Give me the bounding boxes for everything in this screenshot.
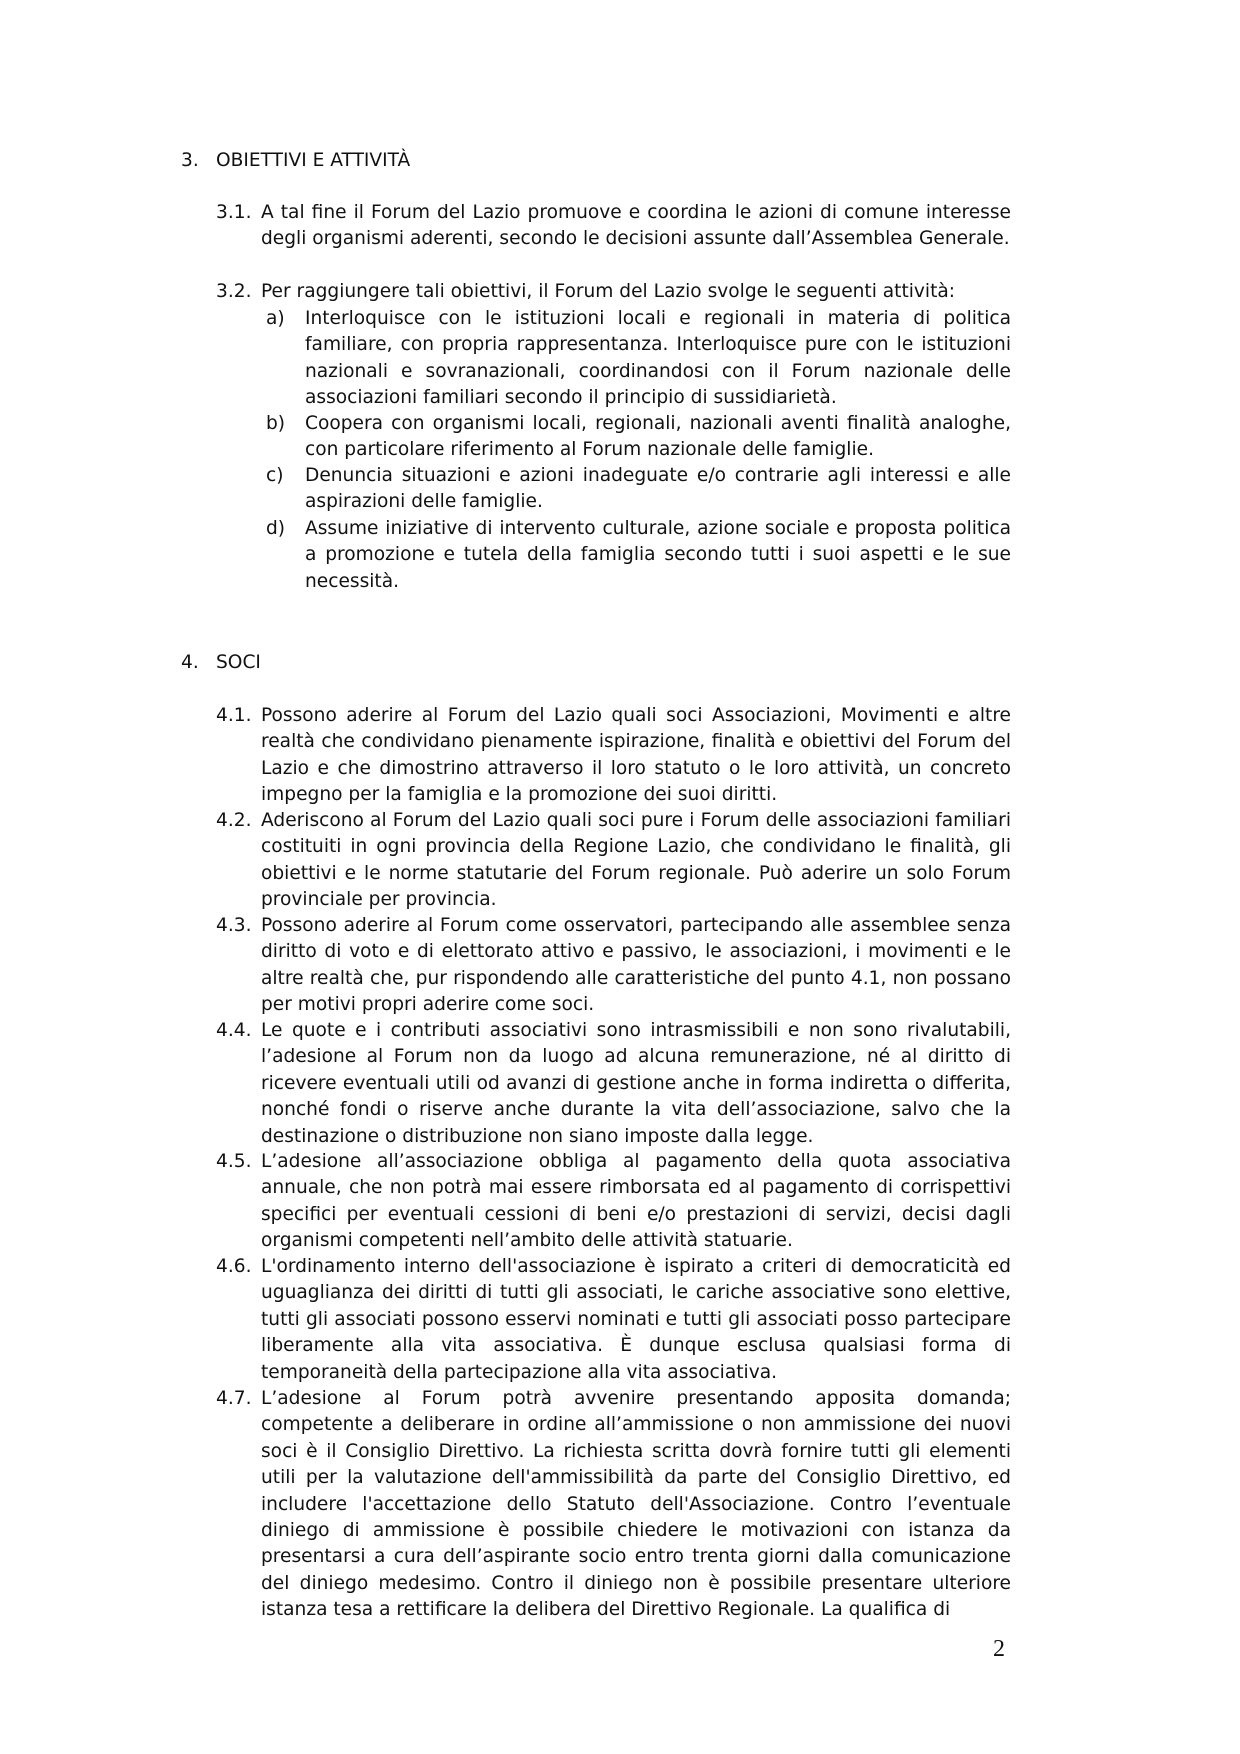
list-marker: c) xyxy=(266,465,284,486)
paragraph-text: L'ordinamento interno dell'associazione è ispirato a criteri di democraticità ed uguaglianza dei diritti di tutti gli associati, le cariche associative sono elettive, tutti gli associati possono esservi nominati e tutti gli associati posso partecipare liberamente alla vita associativa. È dunque esclusa qualsiasi forma di temporaneità della partecipazione alla vita associativa. xyxy=(261,1256,1011,1383)
list-item-text: Assume iniziative di intervento culturale, azione sociale e proposta politica a promozione e tutela della famiglia secondo tutti i suoi aspetti e le sue necessità. xyxy=(305,518,1011,592)
page-number: 2 xyxy=(993,1636,1005,1662)
list-item-a xyxy=(266,306,1011,412)
paragraph-number: 4.4. xyxy=(216,1020,252,1041)
paragraph-text: L’adesione all’associazione obbliga al pagamento della quota associativa annuale, che non potrà mai essere rimborsata ed al pagamento di corrispettivi specifici per eventuali cessioni di beni e/o prestazioni di servizi, decisi dagli organismi competenti nell’ambito delle attività statuarie. xyxy=(261,1151,1011,1252)
list-item-text: Denuncia situazioni e azioni inadeguate e/o contrarie agli interessi e alle aspirazioni delle famiglie. xyxy=(305,465,1011,513)
paragraph-text: Possono aderire al Forum del Lazio quali soci Associazioni, Movimenti e altre realtà che condividano pienamente ispirazione, finalità e obiettivi del Forum del Lazio e che dimostrino attraverso il loro statuto o le loro attività, un concreto impegno per la famiglia e la promozione dei suoi diritti. xyxy=(261,705,1011,806)
paragraph-3-2 xyxy=(216,279,1011,305)
list-marker: d) xyxy=(266,518,286,539)
section-title: OBIETTIVI E ATTIVITÀ xyxy=(216,150,411,171)
list-item-text: Coopera con organismi locali, regionali, nazionali aventi finalità analoghe, con particolare riferimento al Forum nazionale delle famiglie. xyxy=(305,413,1011,461)
list-item-text: Interloquisce con le istituzioni locali e regionali in materia di politica familiare, con propria rappresentanza. Interloquisce pure con le istituzioni nazionali e sovranazionali, coordinandosi con il Forum nazionale delle associazioni familiari secondo il principio di sussidiarietà. xyxy=(305,308,1011,409)
paragraph-4-7 xyxy=(216,1386,1011,1624)
paragraph-text: Per raggiungere tali obiettivi, il Forum del Lazio svolge le seguenti attività: xyxy=(261,281,956,302)
paragraph-4-5 xyxy=(216,1149,1011,1255)
paragraph-number: 4.1. xyxy=(216,705,252,726)
list-item-b xyxy=(266,411,1011,464)
paragraph-number: 3.2. xyxy=(216,281,252,302)
section-heading-3 xyxy=(181,148,410,174)
list-marker: b) xyxy=(266,413,286,434)
paragraph-text: Possono aderire al Forum come osservatori, partecipando alle assemblee senza diritto di voto e di elettorato attivo e passivo, le associazioni, i movimenti e le altre realtà che, pur rispondendo alle caratteristiche del punto 4.1, non possano per motivi propri aderire come soci. xyxy=(261,915,1011,1016)
paragraph-4-3 xyxy=(216,913,1011,1019)
paragraph-3-1 xyxy=(216,200,1011,253)
paragraph-4-2 xyxy=(216,808,1011,914)
section-title: SOCI xyxy=(216,652,261,673)
paragraph-number: 4.7. xyxy=(216,1388,252,1409)
paragraph-text: L’adesione al Forum potrà avvenire presentando apposita domanda; competente a deliberare in ordine all’ammissione o non ammissione dei nuovi soci è il Consiglio Direttivo. La richiesta scritta dovrà fornire tutti gli elementi utili per la valutazione dell'ammissibilità da parte del Consiglio Direttivo, ed includere l'accettazione dello Statuto dell'Associazione. Contro l’eventuale diniego di ammissione è possibile chiedere le motivazioni con istanza da presentarsi a cura dell’aspirante socio entro trenta giorni dalla comunicazione del diniego medesimo. Contro il diniego non è possibile presentare ulteriore istanza tesa a rettificare la delibera del Direttivo Regionale. La qualifica di xyxy=(261,1388,1011,1621)
paragraph-number: 4.2. xyxy=(216,810,252,831)
paragraph-number: 3.1. xyxy=(216,202,252,223)
paragraph-4-1 xyxy=(216,703,1011,809)
paragraph-number: 4.5. xyxy=(216,1151,252,1172)
section-number: 4. xyxy=(181,652,199,673)
list-item-c xyxy=(266,463,1011,516)
paragraph-4-6 xyxy=(216,1254,1011,1386)
list-item-d xyxy=(266,516,1011,595)
paragraph-text: A tal fine il Forum del Lazio promuove e coordina le azioni di comune interesse degli organismi aderenti, secondo le decisioni assunte dall’Assemblea Generale. xyxy=(261,202,1011,250)
section-number: 3. xyxy=(181,150,199,171)
paragraph-4-4 xyxy=(216,1018,1011,1150)
section-heading-4 xyxy=(181,650,261,676)
paragraph-number: 4.6. xyxy=(216,1256,252,1277)
paragraph-number: 4.3. xyxy=(216,915,252,936)
paragraph-text: Le quote e i contributi associativi sono intrasmissibili e non sono rivalutabili, l’adesione al Forum non da luogo ad alcuna remunerazione, né al diritto di ricevere eventuali utili od avanzi di gestione anche in forma indiretta o differita, nonché fondi o riserve anche durante la vita dell’associazione, salvo che la destinazione o distribuzione non siano imposte dalla legge. xyxy=(261,1020,1011,1147)
paragraph-text: Aderiscono al Forum del Lazio quali soci pure i Forum delle associazioni familiari costituiti in ogni provincia della Regione Lazio, che condividano le finalità, gli obiettivi e le norme statutarie del Forum regionale. Può aderire un solo Forum provinciale per provincia. xyxy=(261,810,1011,911)
list-marker: a) xyxy=(266,308,285,329)
